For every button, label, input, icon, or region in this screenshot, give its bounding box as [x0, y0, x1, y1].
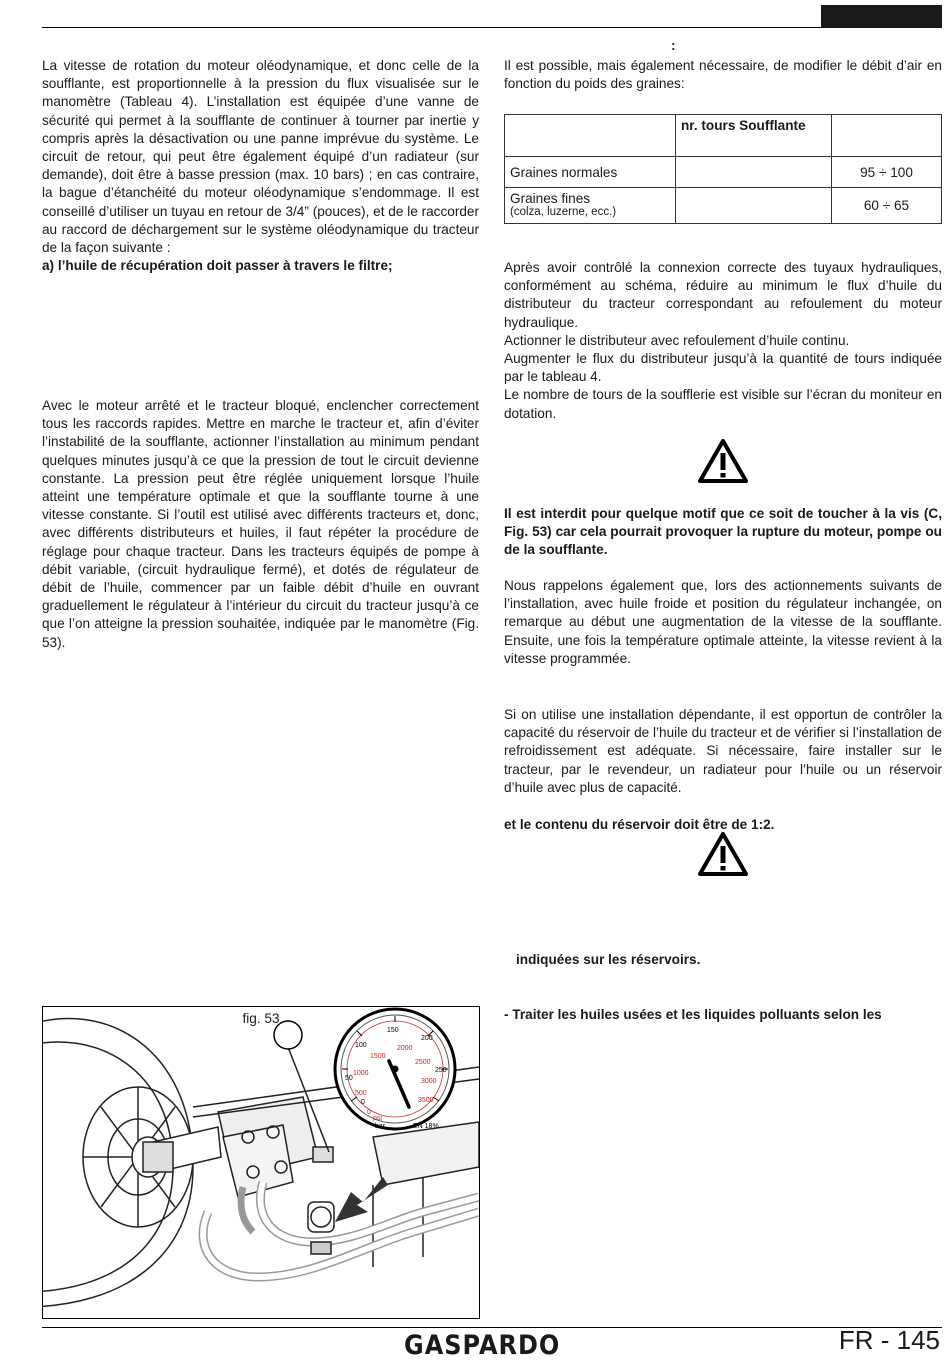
table-cell: 60 ÷ 65	[832, 188, 942, 224]
figure-label: fig. 53	[242, 1011, 280, 1026]
header-rule	[42, 27, 942, 28]
footer-rule	[42, 1327, 942, 1328]
right-intro: Il est possible, mais également nécessaire, de modifier le débit d’air en fonction du poids des graines:	[504, 58, 942, 92]
left-para-1: La vitesse de rotation du moteur oléodynamique, et donc celle de la soufflante, est proportionnelle à la pression du flux visualisée sur le manomètre (Tableau 4). L’installation est équipée d’une vanne de sécurité qui permet à la soufflante de continuer à tourner par inertie y compris après la désactivation ou une panne imprévue du système. Le circuit de retour, qui peut être également équipé d’un radiateur (sur demande), doit être à basse pression (max. 10 bars) ; en cas contraire, la bague d’étanchéité du moteur oléodynamique s’endommage. Il est conseillé d’utiliser un tuyau en retour de 3/4” (pouces), et de le raccorder au raccord de déchargement sur le système oléodynamique du tracteur de la façon suivante : a) l’huile de récupération doit passer à travers le filtre;	[42, 57, 479, 275]
gauge-outer-scale: 0 50 100 150 200 250	[345, 1027, 447, 1106]
heading-colon: :	[671, 38, 676, 53]
right-para-7: Nous rappelons également que, lors des actionnements suivants de l’installation, avec huile froide et position du régulateur inchangée, on remarque au début une augmentation de la vitesse de la soufflante. Ensuite, une fois la température optimale atteinte, la vitesse revient à la vitesse programmée.	[504, 578, 942, 666]
brand-logo: GASPARDO	[404, 1329, 561, 1361]
gauge-inner-scale: 0 500 1000 1500 2000 2500 3000 3500 psi bar EN 18%	[353, 1045, 439, 1130]
disposal-text: - Traiter les huiles usées et les liquides polluants selon les	[504, 1007, 882, 1022]
left-para-2: Avec le moteur arrêté et le tracteur bloqué, enclencher correctement tous les raccords rapides. Mettre en marche le tracteur et, afin d’éviter l’instabilité de la soufflante, actionner l’installation au minimum pendant quelques minutes jusqu’à ce que la pression de tout le circuit devienne constante. La pression peut être réglée uniquement lorsque l’huile atteint une température optimale et que la soufflante tourne à une vitesse constante. Si l’outil est utilisé avec différents tracteurs et, donc, avec différents distributeurs et huiles, il faut répéter la procédure de réglage pour chaque tracteur. Dans les tracteurs équipés de pompe à débit variable, (circuit hydraulique fermé), et dotés de régulateur de débit de l’huile, commencer par un faible débit d’huile en ouvrant graduellement le régulateur à l’intérieur du circuit du tracteur jusqu’à ce que l’on atteigne la pression souhaitée, indiquée par le manomètre (Fig. 53).	[42, 398, 479, 650]
table-header-cell	[505, 115, 676, 157]
table-cell: 95 ÷ 100	[832, 157, 942, 188]
table-row	[505, 157, 942, 188]
header-tab	[821, 5, 942, 28]
table-header-cell: nr. tours Soufflante	[676, 115, 832, 157]
seed-name: Graines fines	[510, 191, 591, 206]
table-cell	[676, 157, 832, 188]
table-row	[505, 188, 942, 224]
right-procedure: Après avoir contrôlé la connexion correcte des tuyaux hydrauliques, conformément au schéma, réduire au minimum le flux d’huile du distributeur du tracteur correspondant au refoulement du moteur hydraulique. Actionner le distributeur avec refoulement d’huile continu. Augmenter le flux du distributeur jusqu’à la quantité de tours indiquée par le tableau 4. Le nombre de tours de la soufflerie est visible sur l’écran du moniteur en dotation.	[504, 260, 942, 421]
seed-sub: (colza, luzerne, ecc.)	[510, 206, 617, 218]
table-header-cell	[832, 115, 942, 157]
ratio-text: et le contenu du réservoir doit être de 1:2.	[504, 817, 775, 832]
tanks-text: indiquées sur les réservoirs.	[516, 952, 701, 967]
warning-triangle-icon	[697, 438, 749, 484]
table-cell: Graines normales	[505, 157, 676, 188]
warning-text-1: Il est interdit pour quelque motif que ce soit de toucher à la vis (C, Fig. 53) car cela pourrait provoquer la rupture du moteur, pompe ou de la soufflante.	[504, 506, 942, 558]
table-cell	[676, 188, 832, 224]
warning-triangle-icon	[697, 831, 749, 877]
list-item-a: a) l’huile de récupération doit passer à travers le filtre;	[42, 258, 393, 274]
figure-53	[42, 1006, 480, 1319]
page-number: FR - 145	[838, 1325, 940, 1355]
seed-table	[504, 114, 942, 224]
table-cell	[505, 188, 676, 224]
right-para-8: Si on utilise une installation dépendante, il est opportun de contrôler la capacité du réservoir de l’huile du tracteur et de vérifier si l’installation de refroidissement est adéquate. Si nécessaire, faire installer sur le tracteur, par le revendeur, un radiateur pour l’huile ou un réservoir d’huile avec plus de capacité.	[504, 707, 942, 795]
table-header-row	[505, 115, 942, 157]
